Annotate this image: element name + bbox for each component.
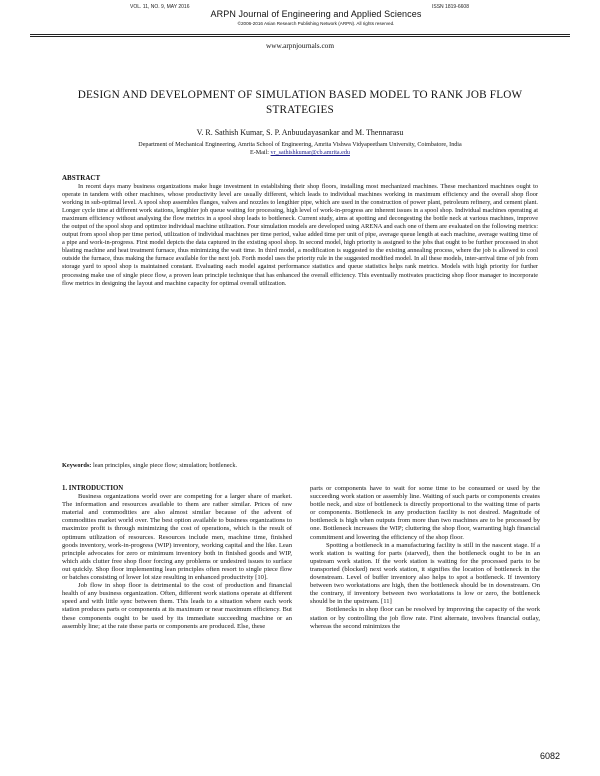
abstract-heading: ABSTRACT: [62, 174, 101, 182]
intro-paragraph-3: parts or components have to wait for some time to be consumed or used by the succeeding work station or assembly line. Waiting of such parts or components creates bottle neck, and size of bottleneck is directly proportional to the waiting time of parts or components. Bottleneck in any production facility is not desired. Magnitude of bottleneck is high when outputs from more than two machines are to be processed by one. Bottleneck increases the WIP; cluttering the shop floor, warranting high financial commitment and lowering the efficiency of the shop floor.: [310, 485, 540, 541]
header-rule-top: [30, 34, 570, 35]
intro-paragraph-5: Bottlenecks in shop floor can be resolved by improving the capacity of the work station or by controlling the job flow rate. First alternate, involves financial outlay, whereas the second minimizes the: [310, 606, 540, 630]
abstract-text: In recent days many business organizations make huge investment in establishing their shop floors, installing most mechanized machines. These mechanized machines ought to operate in tandem with other machines, whose productivity level are usually different, which leads to individual machines working in maximum efficiency and the overall shop floor working in sub-optimal level. A spool shop assembles flanges, valves and nozzles to lengthier pipe, which are used in the construction of power plant, petroleum refinery, and cement plant. Longer cycle time at different work stations, lengthier job queue waiting for processing, high level of work-in-progress are inherent issues in a spool shop. Individual machines operating at maximum efficiency without analysing the flow metrics in a spool shop leads to bottleneck. Current study, aims at spotting and decongesting the bottle neck at various machines, improve the output of the spool shop and optimize individual machine utilization. Four simulation models are developed using ARENA and each one of them are evaluated on the following metrics: output from spool shop per time period, utilization of individual machines per time period, value added time per unit of pipe, average queue length at each machine, average waiting time of a pipe and work-in-progress. First model depicts the data captured in the existing spool shop. In second model, high priority is assigned to the jobs that ought to be further processed in shot blasting machine and heat treatment furnace, thus minimizing the wait time. In third model, a modification is suggested to the existing annealing process, where the job is allowed to cool outside the furnace, thus making the furnace available for the next job. Forth model uses the priority rule in the suggested modified model. In all these models, inter-arrival time of job from storage yard to spool shop is maintained constant. Evaluating each model against performance statistics and queue statistics helps rank metrics. Models with high priority for further processing make use of single piece flow, a proven lean principle technique that has enhanced the overall efficiency. This eventually motivates practicing shop floor manager to incorporate flow metrics in designing the layout and machine capacity for optimal overall utilization.: [62, 183, 538, 287]
header-rule-bottom: [30, 36, 570, 37]
email-line: [30, 149, 570, 157]
paper-authors: V. R. Sathish Kumar, S. P. Anbuudayasankar and M. Thennarasu: [196, 128, 404, 137]
email-link[interactable]: vr_sathishkumar@cb.amrita.edu: [270, 150, 350, 157]
keywords-line: [62, 462, 538, 469]
affiliation-text: Department of Mechanical Engineering, Amrita School of Engineering, Amrita Vishwa Vidyapeetham University, Coimbatore, India: [138, 142, 462, 148]
intro-paragraph-4: Spotting a bottleneck in a manufacturing facility is still in the nascent stage. If a work station is waiting for parts (starved), then the bottleneck ought to be in an upstream work station. If the work station is waiting for the processed parts to be transported (blocked) next work station, it signifies the location of bottleneck in the downstream. Level of buffer inventory also helps to spot a bottleneck. If inventory between two workstations are high, then the bottleneck should be in downstream. On the contrary, if inventory between two workstations is low or zero, the bottleneck should be in the upstream. [11]: [310, 541, 540, 606]
paper-title: DESIGN AND DEVELOPMENT OF SIMULATION BASED MODEL TO RANK JOB FLOW STRATEGIES: [77, 89, 523, 116]
volume-line: VOL. 11, NO. 9, MAY 2016: [130, 4, 190, 10]
issn-label: ISSN 1819-6608: [432, 4, 469, 10]
email-label: E-Mail:: [250, 150, 270, 157]
affiliation-block: [30, 141, 570, 158]
keywords-label: Keywords:: [62, 462, 92, 469]
journal-url[interactable]: www.arpnjournals.com: [265, 41, 335, 50]
journal-name: ARPN Journal of Engineering and Applied Sciences: [210, 9, 422, 19]
keywords-text: lean principles, single piece flow; simulation; bottleneck.: [92, 462, 238, 469]
body-column-right: [310, 485, 540, 631]
intro-heading: 1. INTRODUCTION: [62, 485, 124, 492]
page-number: 6082: [539, 751, 560, 761]
intro-paragraph-2: Job flow in shop floor is detrimental to the cost of production and financial health of any business organization. Often, different work stations operate at different speed and with little sync between them. This leads to a situation where each work station produces parts or components at its maximum or near maximum efficiency. But these components ought to be used by its immediate succeeding machine or an assembly line; at the rate these parts or components are produced. Else, these: [62, 582, 292, 630]
copyright-line: ©2006-2016 Asian Research Publishing Network (ARPN). All rights reserved.: [237, 21, 395, 26]
intro-paragraph-1: Business organizations world over are competing for a larger share of market. The information and resources available to them are rather similar. Prices of raw material and commodities are also almost similar because of the advent of commodities market world over. The best option available to business organizations to maximize profit is through minimizing the cost of operations, which is the result of optimum utilization of resources. Resources include men, machine time, finished goods inventory, work-in-progress (WIP) inventory, working capital and the like. Lean principle advocates for zero or minimum inventory both in finished goods and WIP, which aids clutter free shop floor forcing any problems or undesired issues to surface out quickly. Shop floor implementing lean principles often resort to single piece flow or batches consisting of lower lot size resulting in enhanced productivity [10].: [62, 493, 292, 582]
body-column-left: [62, 485, 292, 631]
